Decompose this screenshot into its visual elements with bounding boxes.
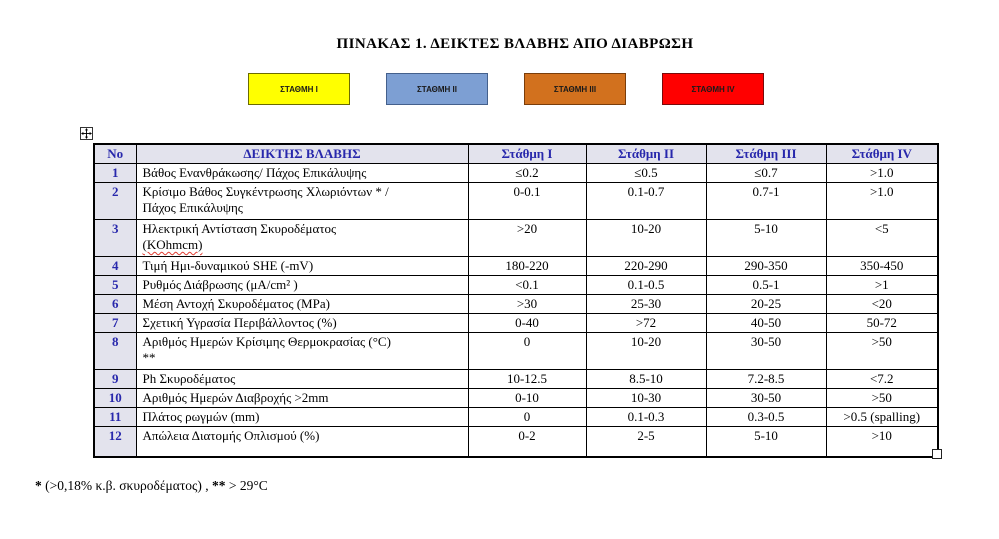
row-number-cell: 12 bbox=[94, 427, 136, 457]
value-cell-level3: 30-50 bbox=[706, 333, 826, 370]
value-cell-level4: >1.0 bbox=[826, 164, 938, 183]
table-row bbox=[94, 333, 938, 370]
indicator-cell bbox=[136, 183, 468, 220]
row-number-cell: 1 bbox=[94, 164, 136, 183]
legend-item-level-1: ΣΤΑΘΜΗ I bbox=[248, 73, 350, 105]
value-cell-level1: >30 bbox=[468, 295, 586, 314]
row-number-cell: 11 bbox=[94, 408, 136, 427]
footnote bbox=[35, 478, 268, 494]
value-cell-level3: ≤0.7 bbox=[706, 164, 826, 183]
value-cell-level1: 10-12.5 bbox=[468, 370, 586, 389]
value-cell-level4: >50 bbox=[826, 389, 938, 408]
indicator-label: Βάθος Ενανθράκωσης/ Πάχος Επικάλυψης bbox=[142, 165, 367, 180]
value-cell-level1: 0 bbox=[468, 408, 586, 427]
footnote-text2: > 29°C bbox=[225, 478, 268, 493]
legend-item-level-4: ΣΤΑΘΜΗ IV bbox=[662, 73, 764, 105]
value-cell-level1: <0.1 bbox=[468, 276, 586, 295]
indicator-label-line2: ** bbox=[142, 350, 156, 365]
indicator-cell bbox=[136, 220, 468, 257]
value-cell-level3: 290-350 bbox=[706, 257, 826, 276]
table-header-row bbox=[94, 144, 938, 164]
value-cell-level4: <7.2 bbox=[826, 370, 938, 389]
indicator-cell bbox=[136, 257, 468, 276]
table-row bbox=[94, 257, 938, 276]
indicator-cell bbox=[136, 164, 468, 183]
legend-item-level-2: ΣΤΑΘΜΗ II bbox=[386, 73, 488, 105]
table-row bbox=[94, 164, 938, 183]
table-row bbox=[94, 220, 938, 257]
row-number-cell: 4 bbox=[94, 257, 136, 276]
spellcheck-underlined-text: (KOhmcm) bbox=[142, 237, 203, 252]
value-cell-level1: 0-0.1 bbox=[468, 183, 586, 220]
value-cell-level3: 5-10 bbox=[706, 220, 826, 257]
value-cell-level4: <20 bbox=[826, 295, 938, 314]
table-row bbox=[94, 276, 938, 295]
indicator-label: Πλάτος ρωγμών (mm) bbox=[142, 409, 260, 424]
value-cell-level3: 0.3-0.5 bbox=[706, 408, 826, 427]
indicator-cell bbox=[136, 295, 468, 314]
move-arrows-icon bbox=[81, 128, 92, 139]
value-cell-level4: >0.5 (spalling) bbox=[826, 408, 938, 427]
value-cell-level1: 0-10 bbox=[468, 389, 586, 408]
indicator-cell bbox=[136, 389, 468, 408]
value-cell-level1: 0-2 bbox=[468, 427, 586, 457]
value-cell-level2: 0.1-0.3 bbox=[586, 408, 706, 427]
value-cell-level3: 0.5-1 bbox=[706, 276, 826, 295]
value-cell-level3: 40-50 bbox=[706, 314, 826, 333]
indicator-label: Σχετική Υγρασία Περιβάλλοντος (%) bbox=[142, 315, 337, 330]
row-number-cell: 7 bbox=[94, 314, 136, 333]
value-cell-level2: 10-30 bbox=[586, 389, 706, 408]
value-cell-level3: 7.2-8.5 bbox=[706, 370, 826, 389]
table-row bbox=[94, 295, 938, 314]
value-cell-level4: >50 bbox=[826, 333, 938, 370]
column-header-level3: Στάθμη III bbox=[706, 144, 826, 164]
indicator-cell bbox=[136, 370, 468, 389]
row-number-cell: 6 bbox=[94, 295, 136, 314]
value-cell-level4: <5 bbox=[826, 220, 938, 257]
indicator-label: Κρίσιμο Βάθος Συγκέντρωσης Χλωριόντων * / bbox=[142, 184, 389, 199]
row-number-cell: 5 bbox=[94, 276, 136, 295]
value-cell-level3: 5-10 bbox=[706, 427, 826, 457]
table-row bbox=[94, 427, 938, 457]
column-header-level4: Στάθμη IV bbox=[826, 144, 938, 164]
value-cell-level2: 0.1-0.5 bbox=[586, 276, 706, 295]
indicator-cell bbox=[136, 314, 468, 333]
value-cell-level1: 0-40 bbox=[468, 314, 586, 333]
indicator-label: Ρυθμός Διάβρωσης (μA/cm² ) bbox=[142, 277, 298, 292]
value-cell-level2: 10-20 bbox=[586, 220, 706, 257]
indicator-label: Ηλεκτρική Αντίσταση Σκυροδέματος bbox=[142, 221, 337, 236]
value-cell-level4: >1.0 bbox=[826, 183, 938, 220]
value-cell-level3: 0.7-1 bbox=[706, 183, 826, 220]
value-cell-level1: 0 bbox=[468, 333, 586, 370]
value-cell-level2: 25-30 bbox=[586, 295, 706, 314]
row-number-cell: 10 bbox=[94, 389, 136, 408]
indicator-label: Αριθμός Ημερών Κρίσιμης Θερμοκρασίας (°C) bbox=[142, 334, 391, 349]
value-cell-level2: ≤0.5 bbox=[586, 164, 706, 183]
value-cell-level2: 0.1-0.7 bbox=[586, 183, 706, 220]
value-cell-level1: 180-220 bbox=[468, 257, 586, 276]
table-row bbox=[94, 314, 938, 333]
legend-item-level-3: ΣΤΑΘΜΗ III bbox=[524, 73, 626, 105]
indicator-cell bbox=[136, 408, 468, 427]
indicator-label: Μέση Αντοχή Σκυροδέματος (MPa) bbox=[142, 296, 330, 311]
page-title: ΠΙΝΑΚΑΣ 1. ΔΕΙΚΤΕΣ ΒΛΑΒΗΣ ΑΠΟ ΔΙΑΒΡΩΣΗ bbox=[336, 36, 694, 52]
value-cell-level4: >1 bbox=[826, 276, 938, 295]
value-cell-level4: 50-72 bbox=[826, 314, 938, 333]
footnote-star2: ** bbox=[212, 478, 226, 493]
value-cell-level2: 8.5-10 bbox=[586, 370, 706, 389]
indicator-label: Αριθμός Ημερών Διαβροχής >2mm bbox=[142, 390, 329, 405]
indicator-label: Απώλεια Διατομής Οπλισμού (%) bbox=[142, 428, 320, 443]
column-header-level2: Στάθμη II bbox=[586, 144, 706, 164]
table-row bbox=[94, 389, 938, 408]
table-resize-handle[interactable] bbox=[932, 449, 942, 459]
row-number-cell: 9 bbox=[94, 370, 136, 389]
row-number-cell: 2 bbox=[94, 183, 136, 220]
value-cell-level2: 2-5 bbox=[586, 427, 706, 457]
indicator-cell bbox=[136, 333, 468, 370]
table-row bbox=[94, 370, 938, 389]
indicator-cell bbox=[136, 427, 468, 457]
value-cell-level2: 10-20 bbox=[586, 333, 706, 370]
value-cell-level2: >72 bbox=[586, 314, 706, 333]
table-row bbox=[94, 408, 938, 427]
indicator-label: Ph Σκυροδέματος bbox=[142, 371, 236, 386]
value-cell-level1: ≤0.2 bbox=[468, 164, 586, 183]
indicator-cell bbox=[136, 276, 468, 295]
value-cell-level1: >20 bbox=[468, 220, 586, 257]
value-cell-level4: 350-450 bbox=[826, 257, 938, 276]
footnote-star1: * bbox=[35, 478, 42, 493]
column-header-indicator: ΔΕΙΚΤΗΣ ΒΛΑΒΗΣ bbox=[136, 144, 468, 164]
row-number-cell: 3 bbox=[94, 220, 136, 257]
indicator-label: Τιμή Ημι-δυναμικού SHE (-mV) bbox=[142, 258, 314, 273]
value-cell-level2: 220-290 bbox=[586, 257, 706, 276]
column-header-level1: Στάθμη I bbox=[468, 144, 586, 164]
table-move-handle-icon[interactable] bbox=[80, 127, 93, 140]
row-number-cell: 8 bbox=[94, 333, 136, 370]
footnote-text1: (>0,18% κ.β. σκυροδέματος) , bbox=[41, 478, 213, 493]
indicator-label-line2: Πάχος Επικάλυψης bbox=[142, 200, 243, 215]
value-cell-level3: 30-50 bbox=[706, 389, 826, 408]
damage-indicators-table bbox=[93, 143, 939, 458]
severity-legend bbox=[248, 73, 764, 105]
value-cell-level4: >10 bbox=[826, 427, 938, 457]
value-cell-level3: 20-25 bbox=[706, 295, 826, 314]
column-header-no: No bbox=[94, 144, 136, 164]
table-row bbox=[94, 183, 938, 220]
